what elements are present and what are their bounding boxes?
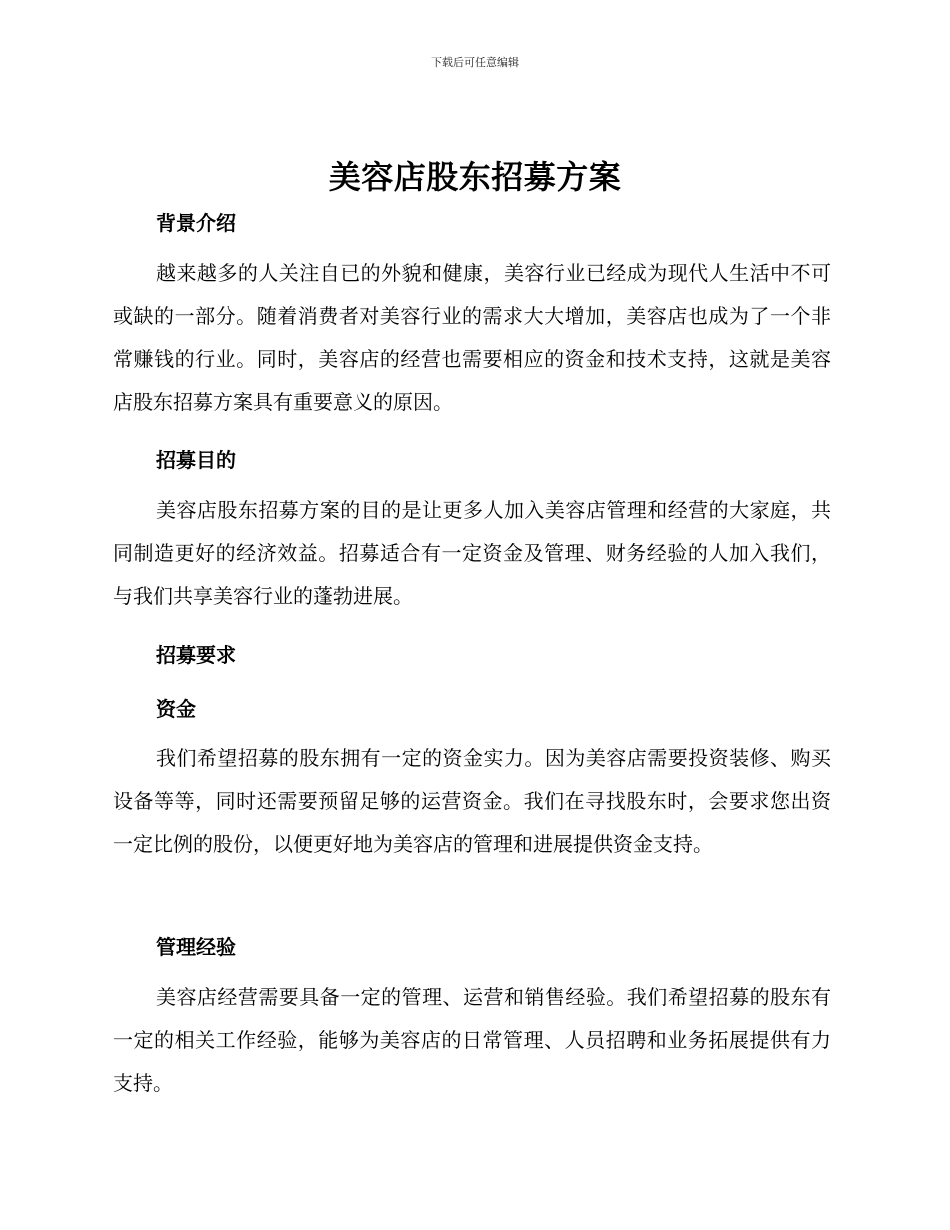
heading-capital: 资金 bbox=[156, 697, 196, 721]
document-title: 美容店股东招募方案 bbox=[328, 158, 622, 196]
heading-background: 背景介绍 bbox=[156, 211, 236, 235]
header-note: 下载后可任意编辑 bbox=[431, 56, 519, 69]
paragraph-background: 越来越多的人关注自已的外貌和健康，美容行业已经成为现代人生活中不可或缺的一部分。随着消费者对美容行业的需求大大增加，美容店也成为了一个非常赚钱的行业。同时，美容店的经营也需要相应的资金和技术支持，这就是美容店股东招募方案具有重要意义的原因。 bbox=[113, 261, 831, 414]
heading-management: 管理经验 bbox=[156, 935, 236, 959]
paragraph-management: 美容店经营需要具备一定的管理、运营和销售经验。我们希望招募的股东有一定的相关工作经验，能够为美容店的日常管理、人员招聘和业务拓展提供有力支持。 bbox=[113, 985, 831, 1095]
heading-purpose: 招募目的 bbox=[156, 448, 236, 472]
paragraph-capital: 我们希望招募的股东拥有一定的资金实力。因为美容店需要投资装修、购买设备等等，同时还需要预留足够的运营资金。我们在寻找股东时，会要求您出资一定比例的股份，以便更好地为美容店的管理和进展提供资金支持。 bbox=[113, 746, 831, 856]
paragraph-purpose: 美容店股东招募方案的目的是让更多人加入美容店管理和经营的大家庭，共同制造更好的经济效益。招募适合有一定资金及管理、财务经验的人加入我们，与我们共享美容行业的蓬勃进展。 bbox=[113, 498, 831, 608]
heading-requirements: 招募要求 bbox=[156, 643, 236, 667]
